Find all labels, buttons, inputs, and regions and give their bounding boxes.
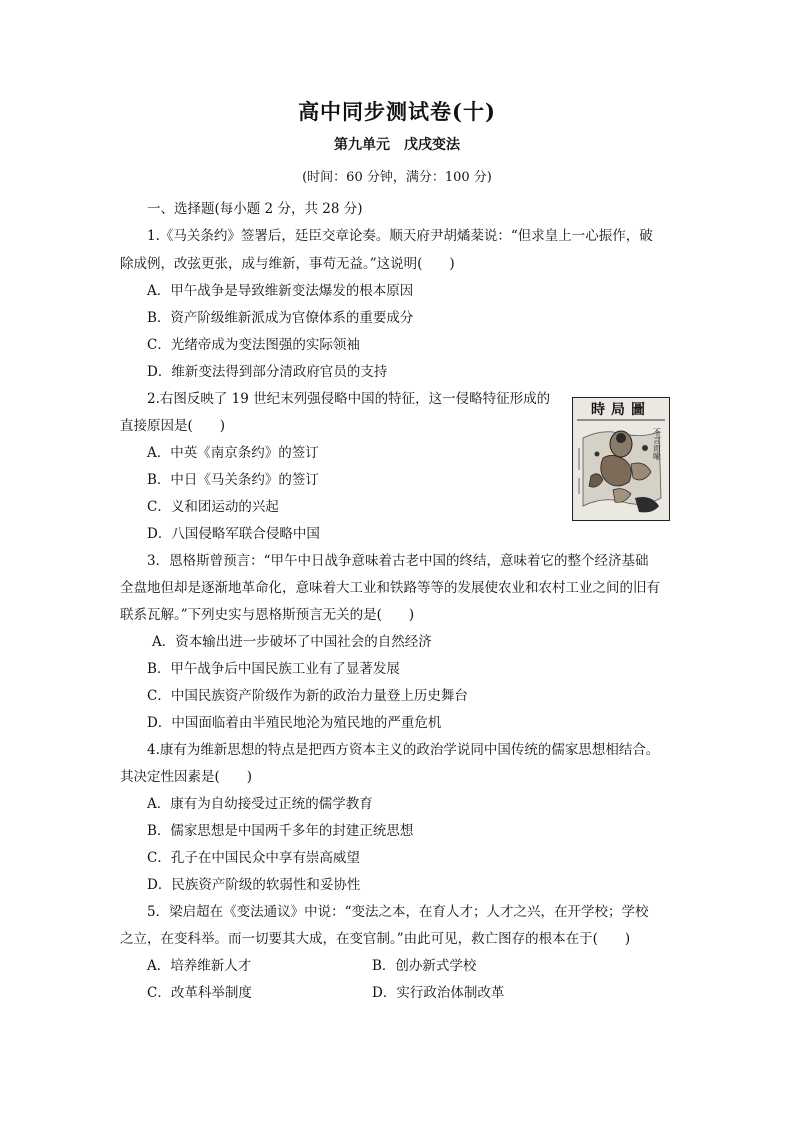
q3-option-c: C．中国民族资产阶级作为新的政治力量登上历史舞台 xyxy=(147,688,468,704)
cartoon-side-text: 不言而喻 xyxy=(652,428,662,460)
q1-option-b: B．资产阶级维新派成为官僚体系的重要成分 xyxy=(147,310,414,326)
q4-option-a: A．康有为自幼接受过正统的儒学教育 xyxy=(147,796,373,812)
q4-stem-line2: 其决定性因素是( ) xyxy=(120,769,253,785)
q4-option-b: B．儒家思想是中国两千多年的封建正统思想 xyxy=(147,823,414,839)
time-info: (时间：60 分钟，满分：100 分) xyxy=(302,170,492,185)
q1-option-c: C．光绪帝成为变法图强的实际领袖 xyxy=(147,337,360,353)
q1-stem-line1: 1.《马关条约》签署后，廷臣交章论奏。顺天府尹胡燏棻说：“但求皇上一心振作，破 xyxy=(147,228,653,244)
q2-option-c: C．义和团运动的兴起 xyxy=(147,499,279,515)
q2-stem-line1: 2.右图反映了 19 世纪末列强侵略中国的特征，这一侵略特征形成的 xyxy=(147,391,551,407)
q2-option-d: D．八国侵略军联合侵略中国 xyxy=(147,526,320,542)
q4-stem-line1: 4.康有为维新思想的特点是把西方资本主义的政治学说同中国传统的儒家思想相结合。 xyxy=(147,742,660,758)
shijutu-cartoon-image xyxy=(572,397,670,521)
q4-option-d: D．民族资产阶级的软弱性和妥协性 xyxy=(147,877,361,893)
section-heading: 一、选择题(每小题 2 分，共 28 分) xyxy=(147,201,363,217)
q3-option-b: B．甲午战争后中国民族工业有了显著发展 xyxy=(147,661,400,677)
q5-option-b: B．创办新式学校 xyxy=(372,958,477,974)
q1-option-d: D．维新变法得到部分清政府官员的支持 xyxy=(147,364,388,380)
page-title: 高中同步测试卷(十) xyxy=(298,99,496,124)
q2-stem-line2: 直接原因是( ) xyxy=(120,418,226,434)
q4-option-c: C．孔子在中国民众中享有崇高威望 xyxy=(147,850,360,866)
q5-stem-line2: 之立，在变科举。而一切要其大成，在变官制。”由此可见，救亡图存的根本在于( ) xyxy=(120,931,631,947)
q2-option-a: A．中英《南京条约》的签订 xyxy=(147,445,319,461)
q5-option-a: A．培养维新人才 xyxy=(147,958,252,974)
q5-stem-line1: 5．梁启超在《变法通议》中说：“变法之本，在育人才；人才之兴，在开学校；学校 xyxy=(147,904,649,920)
q3-stem-line3: 联系瓦解。”下列史实与恩格斯预言无关的是( ) xyxy=(120,607,415,623)
q2-option-b: B．中日《马关条约》的签订 xyxy=(147,472,319,488)
q5-option-d: D．实行政治体制改革 xyxy=(372,985,505,1001)
q3-stem-line1: 3．恩格斯曾预言：“甲午中日战争意味着古老中国的终结，意味着它的整个经济基础 xyxy=(147,553,649,569)
q3-option-d: D．中国面临着由半殖民地沦为殖民地的严重危机 xyxy=(147,715,442,731)
cartoon-title: 時局圖 xyxy=(591,402,651,418)
q3-option-a: A．资本输出进一步破坏了中国社会的自然经济 xyxy=(152,634,432,650)
q1-stem-line2: 除成例，改弦更张，成与维新，事苟无益。”这说明( ) xyxy=(120,256,455,272)
q3-stem-line2: 全盘地但却是逐渐地革命化，意味着大工业和铁路等等的发展使农业和农村工业之间的旧有 xyxy=(120,580,660,596)
q5-option-c: C．改革科举制度 xyxy=(147,985,252,1001)
unit-subtitle: 第九单元 戊戌变法 xyxy=(334,137,460,153)
q1-option-a: A．甲午战争是导致维新变法爆发的根本原因 xyxy=(147,283,414,299)
